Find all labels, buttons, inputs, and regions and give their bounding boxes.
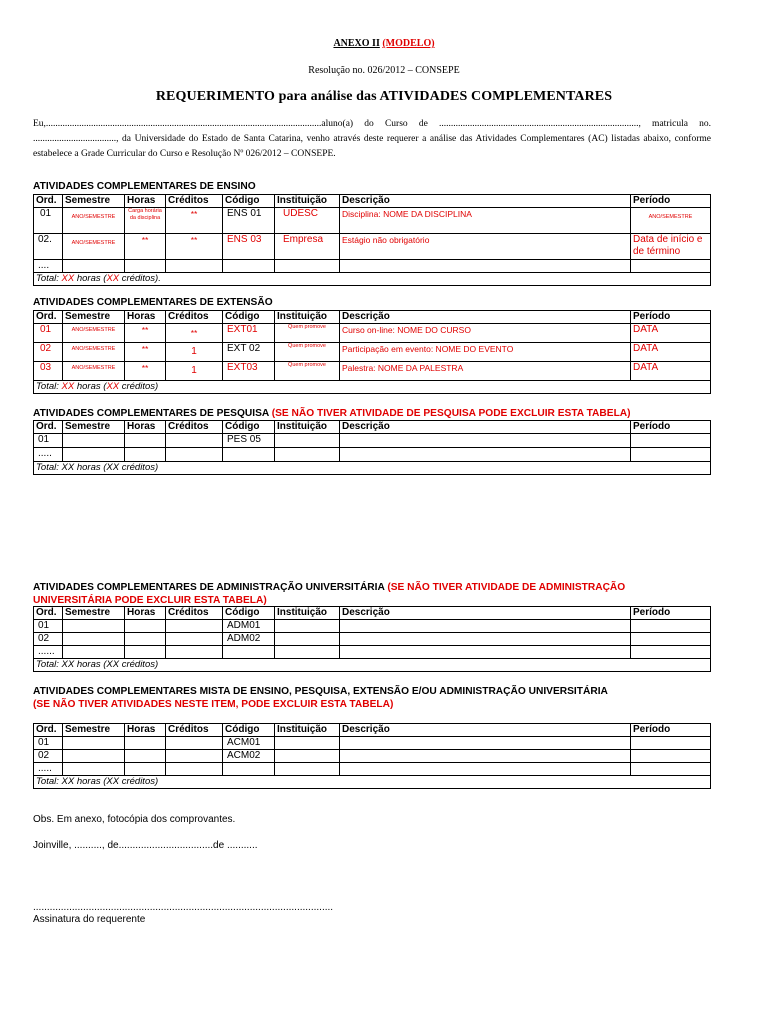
col-header: Descrição (340, 311, 631, 324)
col-header: Semestre (63, 195, 125, 208)
cell-instituicao: UDESC (275, 208, 340, 234)
col-header: Ord. (34, 607, 63, 620)
cell-ord: .... (34, 260, 63, 273)
total-mid: horas ( (74, 381, 107, 392)
col-header: Período (631, 421, 711, 434)
col-header: Ord. (34, 724, 63, 737)
cell-ord: 01 (34, 620, 63, 633)
table-row (34, 620, 711, 633)
cell-semestre (63, 208, 125, 234)
cell-descricao: Participação em evento: NOME DO EVENTO (340, 343, 631, 362)
col-header: Instituição (275, 195, 340, 208)
col-header: Período (631, 195, 711, 208)
total-text: Total: XX horas (XX créditos) (34, 659, 711, 672)
col-header: Instituição (275, 311, 340, 324)
cell-creditos: ** (166, 208, 223, 234)
signature-label: Assinatura do requerente (33, 914, 146, 925)
cell-ord: 03 (34, 362, 63, 381)
cell-codigo: ACM02 (223, 750, 275, 763)
total-text (34, 273, 711, 286)
cell-horas: ** (125, 362, 166, 381)
section-title-mista (33, 685, 713, 711)
cell-codigo: EXT01 (223, 324, 275, 343)
total-hours: XX (61, 273, 75, 284)
col-header: Créditos (166, 607, 223, 620)
table-header-row (34, 195, 711, 208)
cell-codigo: ENS 03 (223, 234, 275, 260)
table-row (34, 434, 711, 448)
total-row (34, 776, 711, 789)
total-prefix: Total: (36, 273, 62, 284)
cell-instituicao: Empresa (275, 234, 340, 260)
table-row (34, 750, 711, 763)
table-row (34, 324, 711, 343)
col-header: Semestre (63, 724, 125, 737)
cell-semestre (63, 343, 125, 362)
cell-codigo: PES 05 (223, 434, 275, 448)
resolution-line: Resolução no. 026/2012 – CONSEPE (308, 65, 460, 76)
col-header: Créditos (166, 195, 223, 208)
cell-semestre-text: ANO/SEMESTRE (71, 240, 116, 246)
total-credits: XX (106, 381, 120, 392)
table-row (34, 448, 711, 462)
col-header: Código (223, 195, 275, 208)
cell-periodo-text: ANO/SEMESTRE (648, 214, 693, 220)
cell-horas (125, 208, 166, 234)
cell-codigo: ADM01 (223, 620, 275, 633)
section-note-cont: UNIVERSITÁRIA PODE EXCLUIR ESTA TABELA) (33, 595, 267, 606)
cell-codigo: ENS 01 (223, 208, 275, 234)
cell-semestre (63, 362, 125, 381)
cell-instituicao (275, 324, 340, 343)
col-header: Horas (125, 195, 166, 208)
col-header: Créditos (166, 421, 223, 434)
cell-codigo: ADM02 (223, 633, 275, 646)
section-title-text: ATIVIDADES COMPLEMENTARES DE ADMINISTRAÇÃO UNIVERSITÁRIA (33, 582, 388, 593)
obs-text: Obs. Em anexo, fotocópia dos comprovantes. (33, 814, 236, 825)
total-text (34, 381, 711, 394)
intro-line-2: ..................................., da Universidade do Estado de Santa Catarina, venho através deste requerer a análise das Atividades Complementares (AC) listadas abaixo, conforme estabelece a Grade Curricular do Curso e Resolução Nº 026/2012 – CONSEPE. (33, 134, 711, 159)
annex-label: ANEXO II (333, 38, 380, 49)
col-header: Descrição (340, 724, 631, 737)
cell-ord: 02 (34, 633, 63, 646)
total-row (34, 381, 711, 394)
table-header-row (34, 607, 711, 620)
cell-descricao: Curso on-line: NOME DO CURSO (340, 324, 631, 343)
section-title-extensao: ATIVIDADES COMPLEMENTARES DE EXTENSÃO (33, 297, 273, 308)
cell-instituicao (275, 362, 340, 381)
total-text: Total: XX horas (XX créditos) (34, 776, 711, 789)
table-row (34, 763, 711, 776)
table-row (34, 343, 711, 362)
col-header: Semestre (63, 311, 125, 324)
cell-horas: ** (125, 324, 166, 343)
cell-horas-text: Carga horária da disciplina (128, 208, 162, 221)
col-header: Código (223, 311, 275, 324)
col-header: Créditos (166, 311, 223, 324)
cell-ord: ..... (34, 448, 63, 462)
cell-periodo: Data de início e de término (631, 234, 711, 260)
section-title-text: ATIVIDADES COMPLEMENTARES DE PESQUISA (33, 408, 272, 419)
section-note: (SE NÃO TIVER ATIVIDADE DE PESQUISA PODE EXCLUIR ESTA TABELA) (271, 408, 631, 419)
cell-horas: ** (125, 343, 166, 362)
total-suffix: créditos) (119, 381, 159, 392)
col-header: Semestre (63, 421, 125, 434)
total-text: Total: XX horas (XX créditos) (34, 462, 711, 475)
cell-creditos: ** (166, 234, 223, 260)
cell-ord: 02 (34, 343, 63, 362)
cell-instituicao-text: Quem promove (288, 362, 326, 368)
col-header: Horas (125, 724, 166, 737)
table-admin (33, 606, 711, 672)
cell-semestre-text: ANO/SEMESTRE (71, 365, 116, 371)
table-header-row (34, 421, 711, 434)
col-header: Horas (125, 607, 166, 620)
table-mista (33, 723, 711, 789)
col-header: Instituição (275, 724, 340, 737)
total-prefix: Total: (36, 381, 62, 392)
signature-line: ............................................................................................................ (33, 902, 334, 913)
col-header: Ord. (34, 195, 63, 208)
cell-ord: ..... (34, 763, 63, 776)
cell-ord: 02. (34, 234, 63, 260)
total-row (34, 659, 711, 672)
total-hours: XX (61, 381, 75, 392)
section-note: (SE NÃO TIVER ATIVIDADES NESTE ITEM, PODE EXCLUIR ESTA TABELA) (33, 699, 394, 710)
col-header: Período (631, 607, 711, 620)
cell-creditos: 1 (166, 362, 223, 381)
cell-codigo: EXT 02 (223, 343, 275, 362)
table-row (34, 234, 711, 260)
cell-descricao: Palestra: NOME DA PALESTRA (340, 362, 631, 381)
cell-semestre (63, 234, 125, 260)
cell-periodo: DATA (631, 362, 711, 381)
cell-ord: 01 (34, 324, 63, 343)
col-header: Período (631, 311, 711, 324)
col-header: Período (631, 724, 711, 737)
col-header: Descrição (340, 607, 631, 620)
cell-instituicao-text: Quem promove (288, 324, 326, 330)
cell-instituicao-text: Quem promove (288, 343, 326, 349)
cell-horas: ** (125, 234, 166, 260)
col-header: Descrição (340, 421, 631, 434)
page-title: REQUERIMENTO para análise das ATIVIDADES COMPLEMENTARES (155, 89, 613, 104)
cell-codigo: ACM01 (223, 737, 275, 750)
col-header: Horas (125, 311, 166, 324)
cell-instituicao (275, 343, 340, 362)
col-header: Ord. (34, 421, 63, 434)
city-date-line: Joinville, .........., de..................................de ........... (33, 840, 258, 851)
cell-periodo: DATA (631, 343, 711, 362)
section-title-text: ATIVIDADES COMPLEMENTARES MISTA DE ENSINO, PESQUISA, EXTENSÃO E/OU ADMINISTRAÇÃO UNIVERSITÁRIA (33, 686, 608, 697)
col-header: Créditos (166, 724, 223, 737)
table-ensino (33, 194, 711, 286)
total-row (34, 273, 711, 286)
section-title-pesquisa (33, 408, 631, 419)
intro-line-1: Eu,....................................................................................................................aluno(a) do Curso de ...................................................................................., matricula no. (33, 119, 711, 129)
intro-paragraph (33, 117, 711, 162)
col-header: Instituição (275, 607, 340, 620)
total-suffix: créditos). (119, 273, 161, 284)
cell-creditos: ** (166, 324, 223, 343)
total-mid: horas ( (74, 273, 107, 284)
col-header: Semestre (63, 607, 125, 620)
cell-descricao: Disciplina: NOME DA DISCIPLINA (340, 208, 631, 234)
col-header: Descrição (340, 195, 631, 208)
col-header: Instituição (275, 421, 340, 434)
table-header-row (34, 311, 711, 324)
section-title-ensino: ATIVIDADES COMPLEMENTARES DE ENSINO (33, 181, 256, 192)
col-header: Código (223, 421, 275, 434)
col-header: Ord. (34, 311, 63, 324)
table-header-row (34, 724, 711, 737)
table-pesquisa (33, 420, 711, 475)
cell-semestre-text: ANO/SEMESTRE (71, 214, 116, 220)
cell-creditos: 1 (166, 343, 223, 362)
section-title-admin (33, 581, 713, 607)
total-row (34, 462, 711, 475)
cell-codigo: EXT03 (223, 362, 275, 381)
table-row (34, 633, 711, 646)
cell-semestre-text: ANO/SEMESTRE (71, 346, 116, 352)
table-row (34, 260, 711, 273)
cell-periodo (631, 208, 711, 234)
cell-ord: 02 (34, 750, 63, 763)
cell-ord: ...... (34, 646, 63, 659)
cell-descricao: Estágio não obrigatório (340, 234, 631, 260)
col-header: Horas (125, 421, 166, 434)
col-header: Código (223, 607, 275, 620)
table-row (34, 737, 711, 750)
table-row (34, 208, 711, 234)
cell-semestre (63, 324, 125, 343)
cell-ord: 01 (34, 737, 63, 750)
section-note: (SE NÃO TIVER ATIVIDADE DE ADMINISTRAÇÃO (387, 582, 626, 593)
cell-periodo: DATA (631, 324, 711, 343)
col-header: Código (223, 724, 275, 737)
cell-ord: 01 (34, 208, 63, 234)
table-row (34, 362, 711, 381)
model-label: (MODELO) (382, 38, 435, 49)
table-row (34, 646, 711, 659)
annex-heading (0, 38, 768, 49)
cell-semestre-text: ANO/SEMESTRE (71, 327, 116, 333)
table-extensao (33, 310, 711, 394)
cell-ord: 01 (34, 434, 63, 448)
total-credits: XX (106, 273, 120, 284)
